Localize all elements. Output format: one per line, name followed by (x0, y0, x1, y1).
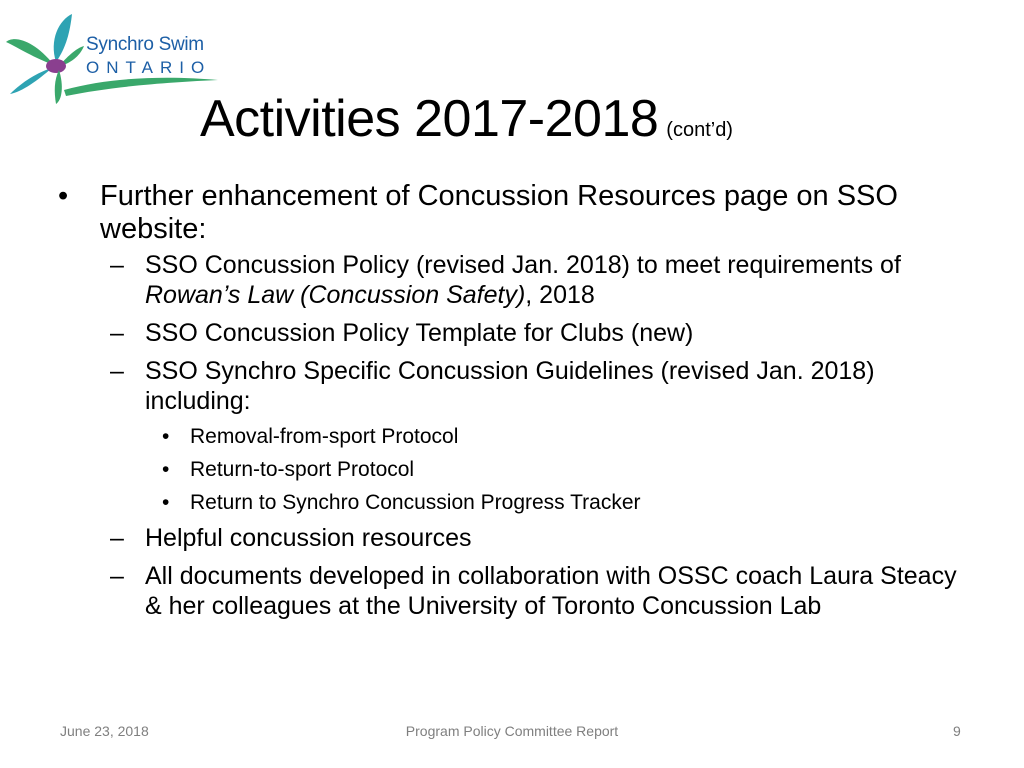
sub-item-policy (58, 250, 978, 310)
sub-sub-item (58, 424, 978, 449)
sub-sub-item (58, 457, 978, 482)
dash-marker: – (110, 319, 124, 347)
dash-marker: – (110, 524, 124, 552)
logo-text-synchro-swim: Synchro Swim (86, 34, 204, 55)
bullet-marker: • (162, 458, 170, 481)
footer-title: Program Policy Committee Report (405, 723, 619, 739)
sub-item-text-after: , 2018 (525, 281, 595, 309)
dash-marker: – (110, 562, 124, 590)
logo-text-ontario: ONTARIO (86, 58, 212, 77)
sub-item-text-before: SSO Concussion Policy (revised Jan. 2018) to meet requirements of (145, 251, 901, 279)
sub-item-text: SSO Synchro Specific Concussion Guidelines (revised Jan. 2018) including: (145, 357, 875, 415)
footer-page-number: 9 (953, 723, 961, 739)
footer-date: June 23, 2018 (60, 723, 149, 739)
bullet-item (58, 180, 978, 246)
sub-sub-item-text: Return to Synchro Concussion Progress Tracker (190, 491, 641, 514)
bullet-marker: • (162, 425, 170, 448)
dash-marker: – (110, 251, 124, 279)
sub-sub-item (58, 490, 978, 515)
bullet-marker: • (58, 180, 69, 212)
sub-sub-item-text: Removal-from-sport Protocol (190, 425, 459, 448)
logo (4, 10, 219, 105)
slide-title (200, 88, 733, 150)
title-sub: (cont’d) (666, 119, 733, 141)
sub-item-guidelines (58, 356, 978, 416)
sub-item-text: SSO Concussion Policy Template for Clubs (new) (145, 319, 694, 347)
dash-marker: – (110, 357, 124, 385)
bullet-marker: • (162, 491, 170, 514)
sub-item-resources (58, 523, 978, 553)
sub-sub-item-text: Return-to-sport Protocol (190, 458, 415, 481)
rowans-law-italic: Rowan’s Law (Concussion Safety) (145, 281, 526, 309)
sub-item-collaboration (58, 561, 978, 621)
title-main: Activities 2017-2018 (200, 90, 659, 148)
sub-item-text: All documents developed in collaboration with OSSC coach Laura Steacy & her colleagues at the University of Toronto Concussion Lab (145, 562, 957, 620)
slide-content (58, 180, 978, 629)
bullet-text: Further enhancement of Concussion Resources page on SSO website: (100, 180, 898, 245)
sub-item-text: Helpful concussion resources (145, 524, 472, 552)
sub-item-template (58, 318, 978, 348)
